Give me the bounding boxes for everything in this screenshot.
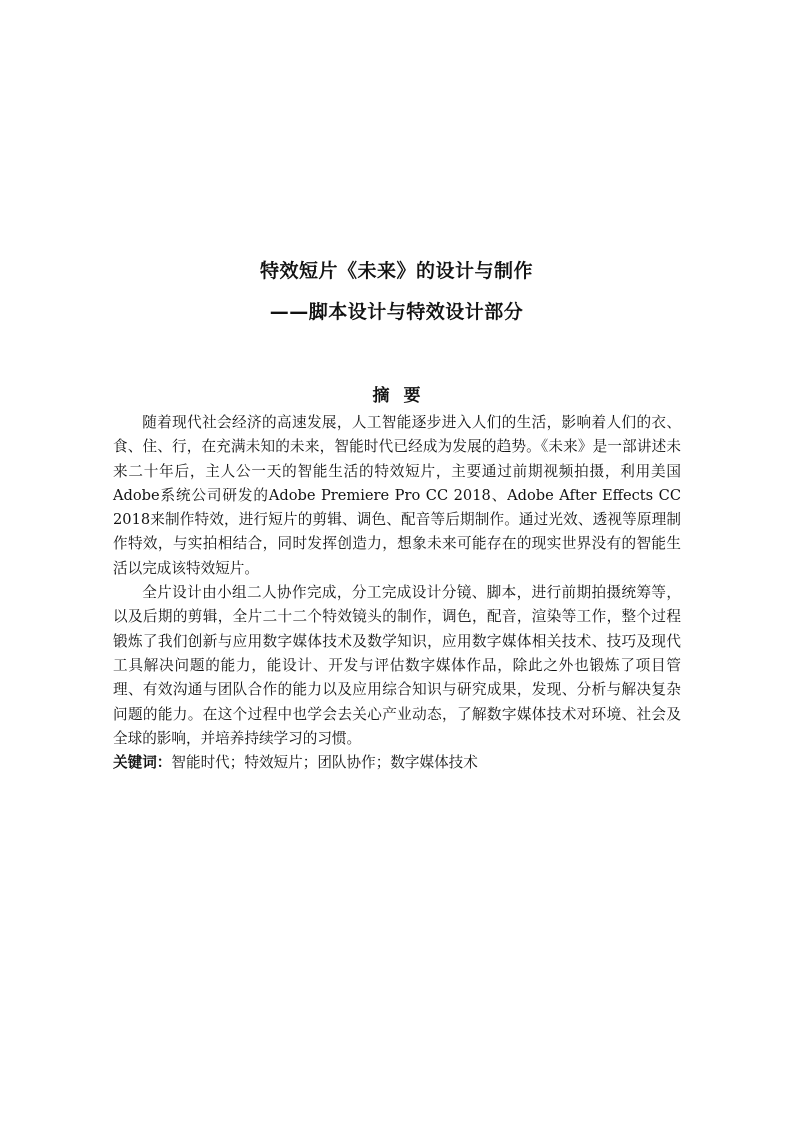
- abstract-paragraph-1: 随着现代社会经济的高速发展，人工智能逐步进入人们的生活，影响着人们的衣、食、住、行，在充满未知的未来，智能时代已经成为发展的趋势。《未来》是一部讲述未来二十年后，主人公一天的智能生活的特效短片，主要通过前期视频拍摄，利用美国Adobe系统公司研发的Adobe Premiere Pro CC 2018、Adobe After Effects CC 2018来制作特效，进行短片的剪辑、调色、配音等后期制作。通过光效、透视等原理制作特效，与实拍相结合，同时发挥创造力，想象未来可能存在的现实世界没有的智能生活以完成该特效短片。: [113, 414, 681, 577]
- paper-subtitle: ——脚本设计与特效设计部分: [269, 301, 524, 323]
- abstract-body: [113, 411, 681, 775]
- abstract-heading: 摘要: [372, 386, 435, 406]
- paper-title: 特效短片《未来》的设计与制作: [259, 260, 533, 282]
- keywords-label: 关键词：: [113, 754, 172, 772]
- abstract-paragraph-2: 全片设计由小组二人协作完成，分工完成设计分镜、脚本，进行前期拍摄统筹等，以及后期的剪辑，全片二十二个特效镜头的制作，调色，配音，渲染等工作，整个过程锻炼了我们创新与应用数字媒体技术及数学知识，应用数字媒体相关技术、技巧及现代工具解决问题的能力，能设计、开发与评估数字媒体作品，除此之外也锻炼了项目管理、有效沟通与团队合作的能力以及应用综合知识与研究成果，发现、分析与解决复杂问题的能力。在这个过程中也学会去关心产业动态，了解数字媒体技术对环境、社会及全球的影响，并培养持续学习的习惯。: [113, 584, 681, 747]
- keywords-list: 智能时代；特效短片；团队协作；数字媒体技术: [171, 754, 478, 772]
- keywords-line: [113, 751, 681, 775]
